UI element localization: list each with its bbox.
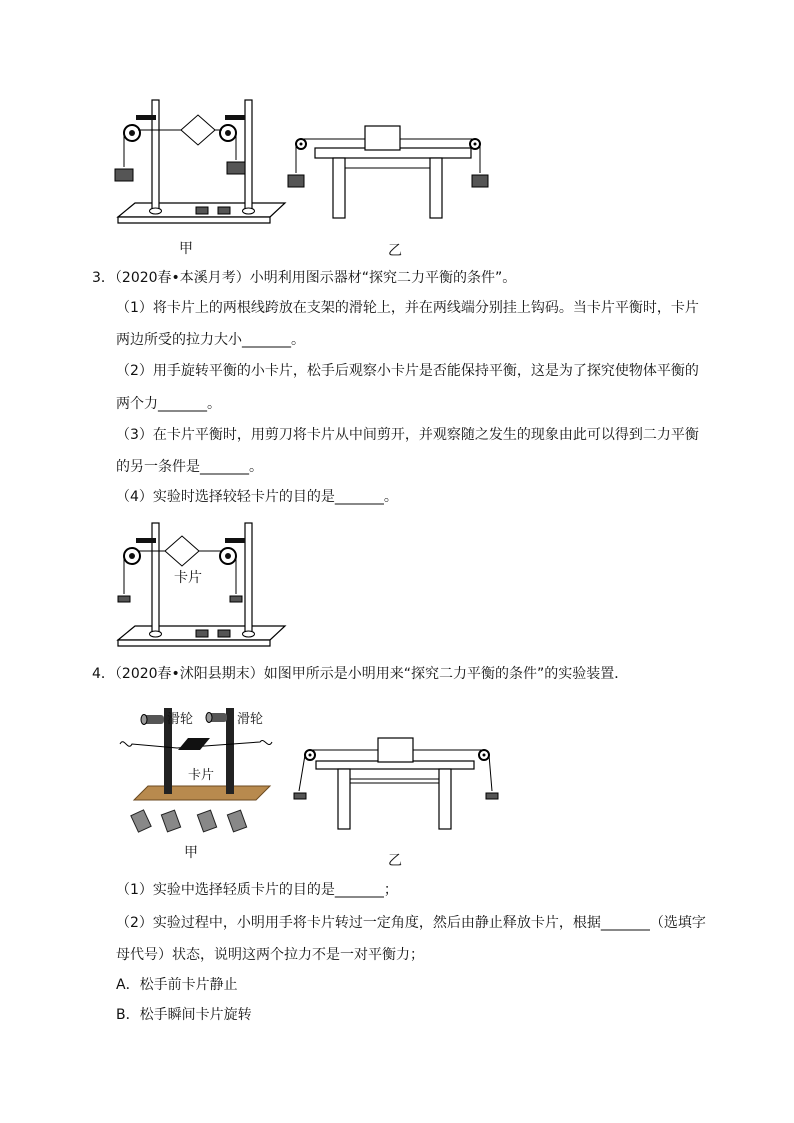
q3-item-3-line-2: 的另一条件是_______。: [116, 459, 263, 475]
figure-q4-yi: [294, 733, 509, 833]
q3-item-4-line-1: （4）实验时选择较轻卡片的目的是_______。: [116, 489, 398, 505]
figure-top-yi: [288, 118, 503, 223]
q4-option-a: A．松手前卡片静止: [116, 977, 238, 993]
q4-option-b: B．松手瞬间卡片旋转: [116, 1007, 252, 1023]
figure-top-label-yi: 乙: [388, 243, 402, 259]
q3-item-2-line-2: 两个力_______。: [116, 396, 221, 412]
q4-label-yi: 乙: [388, 853, 402, 869]
question-4-stem: 4．（2020春•沭阳县期末）如图甲所示是小明用来“探究二力平衡的条件”的实验装置．: [92, 666, 629, 682]
q3-item-1-line-1: （1）将卡片上的两根线跨放在支架的滑轮上，并在两线端分别挂上钩码。当卡片平衡时，卡片: [116, 300, 699, 316]
question-3-stem: 3．（2020春•本溪月考）小明利用图示器材“探究二力平衡的条件”。: [92, 270, 517, 286]
q4-pulley-label-right: 滑轮: [237, 712, 264, 727]
q4-item-2-line-2: 母代号）状态，说明这两个拉力不是一对平衡力；: [116, 947, 424, 963]
q3-item-1-line-2: 两边所受的拉力大小_______。: [116, 332, 305, 348]
q3-card-label: 卡片: [174, 570, 202, 586]
q4-card-label: 卡片: [188, 768, 215, 783]
card-shape: [181, 115, 215, 145]
q4-item-2-line-1: （2）实验过程中，小明用手将卡片转过一定角度，然后由静止释放卡片，根据_______（选填字: [116, 915, 706, 931]
q3-item-2-line-1: （2）用手旋转平衡的小卡片，松手后观察小卡片是否能保持平衡，这是为了探究使物体平衡的: [116, 363, 699, 379]
q4-label-jia: 甲: [184, 845, 198, 861]
q4-pulley-label-left: 滑轮: [167, 712, 194, 727]
q3-item-3-line-1: （3）在卡片平衡时，用剪刀将卡片从中间剪开，并观察随之发生的现象由此可以得到二力平衡: [116, 427, 699, 443]
figure-top-jia: [110, 95, 290, 230]
figure-top-label-jia: 甲: [179, 241, 193, 257]
q4-item-1: （1）实验中选择轻质卡片的目的是_______；: [116, 882, 398, 898]
